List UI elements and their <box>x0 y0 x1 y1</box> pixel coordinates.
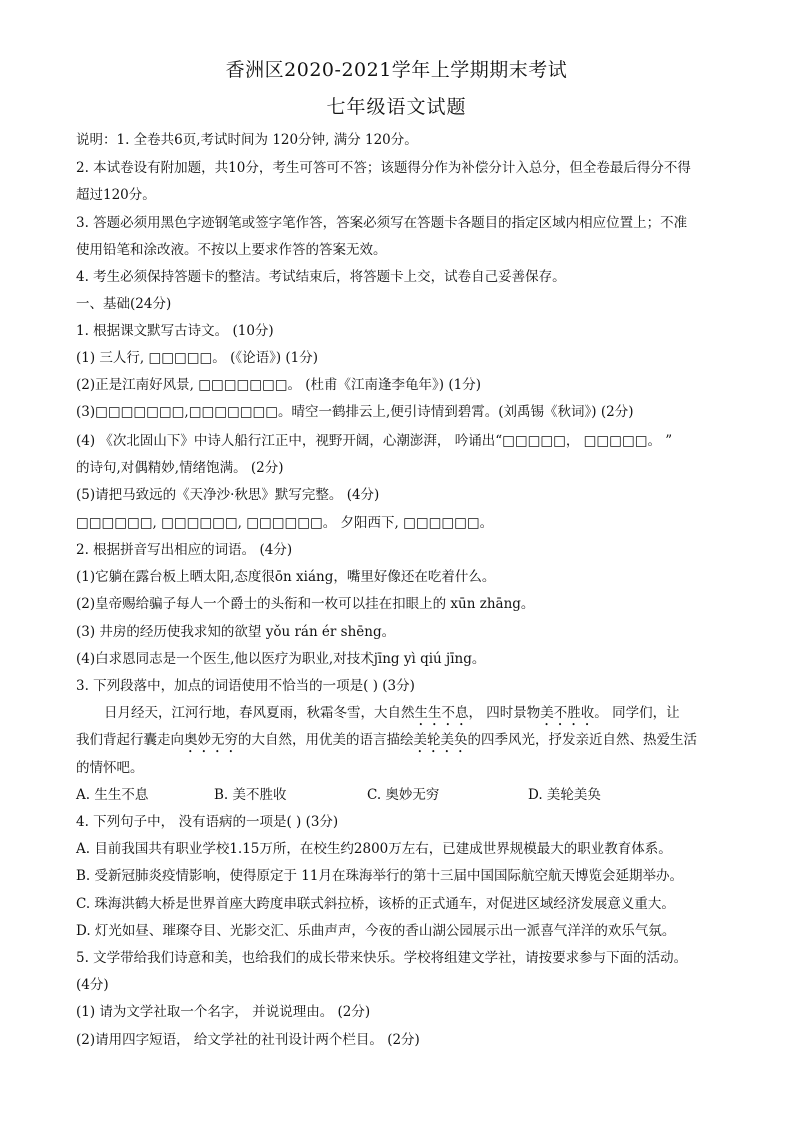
q1-part-4: (4) 《次北固山下》中诗人船行江正中，视野开阔，心潮澎湃， 吟诵出“□□□□□， □□□□□。 ” <box>76 433 673 449</box>
exam-title: 香洲区2020-2021学年上学期期末考试 <box>225 59 568 81</box>
q1-part-4-cont: 的诗句,对偶精妙,情绪饱满。 (2分) <box>76 460 284 476</box>
q2-part-2: (2)皇帝赐给骗子每人一个爵士的头衔和一枚可以挂在扣眼上的 xūn zhāng。 <box>76 596 535 612</box>
instruction-2-cont: 超过120分。 <box>76 187 156 203</box>
question-1-stem: 1. 根据课文默写古诗文。 (10分) <box>76 323 274 339</box>
dotted-word-c: 奥妙无穷 <box>184 732 238 748</box>
section-heading: 一、基础(24分) <box>76 296 172 312</box>
q3-passage-line-3: 的情怀吧。 <box>76 760 144 776</box>
q4-choice-c: C. 珠海洪鹤大桥是世界首座大跨度串联式斜拉桥，该桥的正式通车，对促进区域经济发展意义重大。 <box>76 896 675 912</box>
instruction-3: 3. 答题必须用黑色字迹钢笔或签字笔作答，答案必须写在答题卡各题目的指定区域内相应位置上；不准 <box>76 215 688 231</box>
q4-choice-a: A. 目前我国共有职业学校1.15万所，在校生约2800万左右，已建成世界规模最大的职业教育体系。 <box>76 841 672 857</box>
passage-text: 我们背起行囊走向 <box>76 732 184 748</box>
q2-part-4: (4)白求恩同志是一个医生,他以医疗为职业,对技术jīng yì qiú jīng。 <box>76 651 486 667</box>
q1-part-5-blanks: □□□□□□, □□□□□□, □□□□□□。 夕阳西下, □□□□□□。 <box>76 515 494 531</box>
q1-part-1: (1) 三人行, □□□□□。 (《论语》) (1分) <box>76 350 319 366</box>
dotted-word-b: 美不胜收 <box>540 705 595 721</box>
dotted-word-a: 生生不息 <box>414 705 469 721</box>
question-3-stem: 3. 下列段落中，加点的词语使用不恰当的一项是( ) (3分) <box>76 678 415 694</box>
q5-part-2: (2)请用四字短语， 给文学社的社刊设计两个栏目。 (2分) <box>76 1032 420 1048</box>
exam-subtitle: 七年级语文试题 <box>326 96 467 118</box>
q1-part-5: (5)请把马致远的《天净沙·秋思》默写完整。 (4分) <box>76 487 380 503</box>
question-5-stem: 5. 文学带给我们诗意和美，也给我们的成长带来快乐。学校将组建文学社，请按要求参与下面的活动。 <box>76 950 688 966</box>
q3-passage-line-1 <box>104 704 726 729</box>
q3-choice-a: A. 生生不息 <box>76 787 149 803</box>
question-4-stem: 4. 下列句子中， 没有语病的一项是( ) (3分) <box>76 814 339 830</box>
q5-points: (4分) <box>76 977 109 993</box>
passage-text: 的四季风光，抒发亲近自然、热爱生活 <box>467 732 697 748</box>
instruction-1: 说明：1. 全卷共6页,考试时间为 120分钟, 满分 120分。 <box>76 132 418 148</box>
passage-text: ， 四时景物 <box>468 705 541 721</box>
q4-choice-d: D. 灯光如昼、璀璨夺目、光影交汇、乐曲声声，今夜的香山湖公园展示出一派喜气洋洋的欢乐气氛。 <box>76 923 676 939</box>
passage-text: 日月经天，江河行地，春风夏雨，秋霜冬雪，大自然 <box>104 705 415 721</box>
passage-text: 。 同学们，让 <box>594 705 680 721</box>
q3-passage-line-2 <box>76 731 726 756</box>
q3-choice-b: B. 美不胜收 <box>214 787 287 803</box>
q4-choice-b: B. 受新冠肺炎疫情影响，使得原定于 11月在珠海举行的第十三届中国国际航空航天博览会延期举办。 <box>76 868 683 884</box>
instruction-4: 4. 考生必须保持答题卡的整洁。考试结束后，将答题卡上交，试卷自己妥善保存。 <box>76 269 566 285</box>
q3-choice-d: D. 美轮美奂 <box>528 787 601 803</box>
q1-part-3: (3)□□□□□□□,□□□□□□□。晴空一鹤排云上,便引诗情到碧霄。(刘禹锡《秋词》) (2分) <box>76 404 634 420</box>
q3-choice-c: C. 奥妙无穷 <box>367 787 440 803</box>
q2-part-1: (1)它躺在露台板上晒太阳,态度很ōn xiáng，嘴里好像还在吃着什么。 <box>76 569 496 585</box>
instruction-2: 2. 本试卷设有附加题，共10分，考生可答可不答；该题得分作为补偿分计入总分，但全卷最后得分不得 <box>76 160 691 176</box>
q5-part-1: (1) 请为文学社取一个名字， 并说说理由。 (2分) <box>76 1004 371 1020</box>
q2-part-3: (3) 井房的经历使我求知的欲望 yǒu rán ér shēng。 <box>76 624 396 640</box>
passage-text: 的大自然，用优美的语言描绘 <box>238 732 414 748</box>
q1-part-2: (2)正是江南好风景, □□□□□□□。 (杜甫《江南逢李龟年》) (1分) <box>76 377 481 393</box>
instruction-3-cont: 使用铅笔和涂改液。不按以上要求作答的答案无效。 <box>76 242 387 258</box>
question-2-stem: 2. 根据拼音写出相应的词语。 (4分) <box>76 542 293 558</box>
dotted-word-d: 美轮美奂 <box>413 732 468 748</box>
